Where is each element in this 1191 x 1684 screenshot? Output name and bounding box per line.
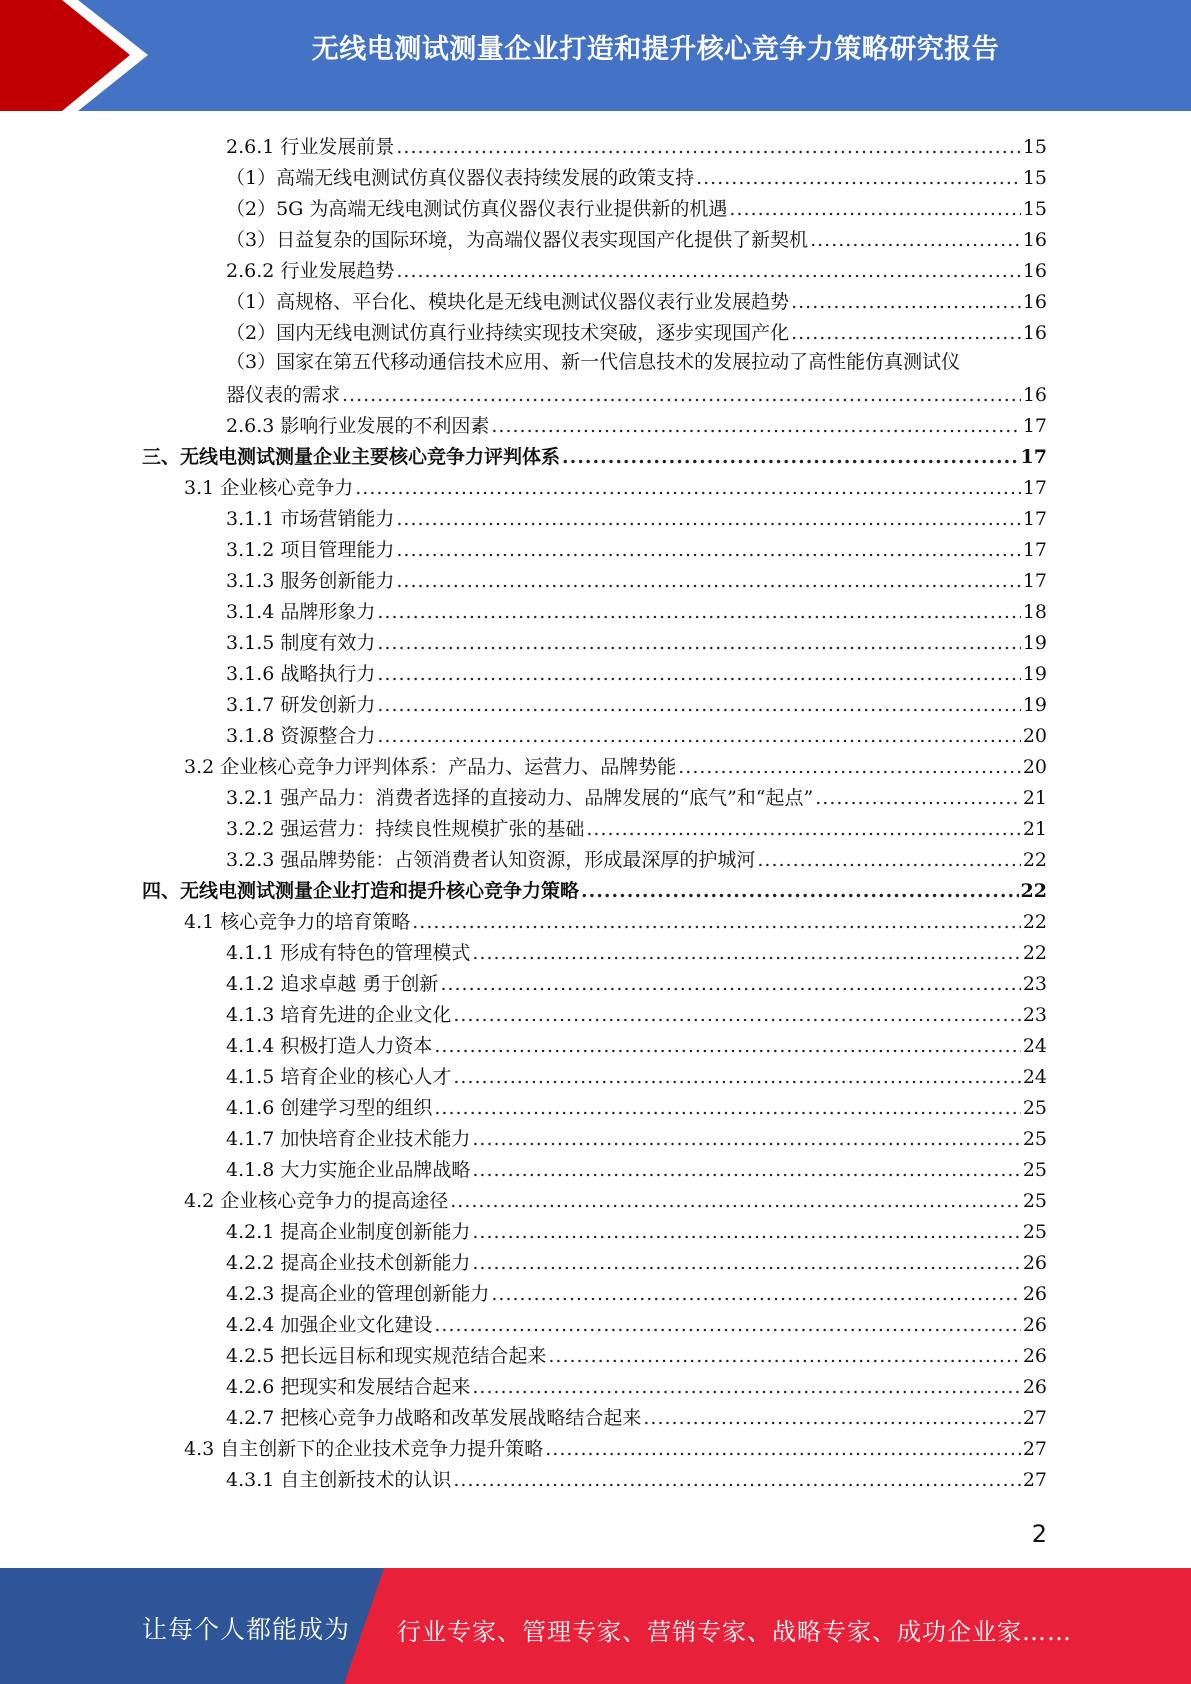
toc-entry[interactable] (226, 1213, 1047, 1244)
leader-dots (396, 507, 1020, 531)
toc-entry-text: 器仪表的需求 (226, 384, 341, 406)
toc-entry[interactable] (226, 934, 1047, 965)
toc-entry-page: 20 (1022, 756, 1047, 778)
toc-entry-text: 4.2.7 把核心竞争力战略和改革发展战略结合起来 (226, 1407, 642, 1429)
toc-entry[interactable] (226, 593, 1047, 624)
leader-dots (815, 786, 1021, 810)
toc-entry-page: 25 (1022, 1221, 1047, 1243)
toc-entry[interactable] (226, 1306, 1047, 1337)
toc-entry[interactable] (184, 1430, 1047, 1461)
leader-dots (678, 755, 1021, 779)
toc-entry-page: 19 (1022, 632, 1047, 654)
leader-dots (377, 724, 1020, 748)
toc-entry[interactable] (226, 1275, 1047, 1306)
toc-entry-page: 17 (1022, 415, 1047, 437)
toc-entry-text: 3.1.5 制度有效力 (226, 632, 376, 654)
leader-dots (643, 1406, 1020, 1430)
toc-chapter-entry[interactable] (142, 438, 1047, 469)
toc-entry[interactable] (226, 779, 1047, 810)
toc-entry-text: （1）高规格、平台化、模块化是无线电测试仪器仪表行业发展趋势 (226, 291, 790, 313)
leader-dots (791, 290, 1021, 314)
toc-entry-page: 25 (1022, 1097, 1047, 1119)
leader-dots (562, 445, 1019, 469)
toc-entry[interactable] (226, 965, 1047, 996)
toc-entry-text: （2）国内无线电测试仿真行业持续实现技术突破，逐步实现国产化 (226, 322, 790, 344)
leader-dots (377, 600, 1020, 624)
leader-dots (377, 662, 1020, 686)
toc-entry-page: 26 (1022, 1283, 1047, 1305)
toc-entry-page: 23 (1022, 1004, 1047, 1026)
toc-entry-text: 4.1.6 创建学习型的组织 (226, 1097, 433, 1119)
leader-dots (472, 1158, 1020, 1182)
toc-entry[interactable] (226, 221, 1047, 252)
toc-entry-text: 4.1.3 培育先进的企业文化 (226, 1004, 452, 1026)
toc-entry-page: 15 (1022, 198, 1047, 220)
toc-entry-page: 26 (1022, 1252, 1047, 1274)
toc-entry-page: 21 (1022, 818, 1047, 840)
toc-entry-page: 21 (1022, 787, 1047, 809)
toc-entry-page: 22 (1022, 942, 1047, 964)
toc-entry-page: 22 (1022, 911, 1047, 933)
leader-dots (434, 1034, 1020, 1058)
toc-entry-text: （2）5G 为高端无线电测试仿真仪器仪表行业提供新的机遇 (226, 198, 728, 220)
toc-entry-text: 4.1.7 加快培育企业技术能力 (226, 1128, 471, 1150)
toc-entry[interactable] (226, 283, 1047, 314)
toc-entry-text: 4.1 核心竞争力的培育策略 (184, 911, 411, 933)
toc-entry-text: 3.2.1 强产品力：消费者选择的直接动力、品牌发展的“底气”和“起点” (226, 787, 814, 809)
toc-entry-page: 26 (1022, 1314, 1047, 1336)
leader-dots (472, 1375, 1020, 1399)
toc-entry-text: 3.2.3 强品牌势能：占领消费者认知资源，形成最深厚的护城河 (226, 849, 756, 871)
leader-dots (491, 1282, 1020, 1306)
toc-entry-text: 4.3.1 自主创新技术的认识 (226, 1469, 452, 1491)
leader-dots (810, 228, 1021, 252)
toc-entry[interactable] (226, 624, 1047, 655)
leader-dots (791, 321, 1021, 345)
leader-dots (757, 848, 1020, 872)
leader-dots (396, 135, 1020, 159)
toc-entry-text: 4.2.4 加强企业文化建设 (226, 1314, 433, 1336)
toc-entry-page: 17 (1022, 539, 1047, 561)
toc-entry-page: 22 (1022, 849, 1047, 871)
toc-entry-text: 4.1.1 形成有特色的管理模式 (226, 942, 471, 964)
toc-entry[interactable] (184, 748, 1047, 779)
toc-entry[interactable] (226, 159, 1047, 190)
leader-dots (377, 631, 1020, 655)
toc-entry-page: 16 (1022, 291, 1047, 313)
leader-dots (440, 972, 1020, 996)
toc-entry[interactable] (184, 903, 1047, 934)
toc-entry-page: 22 (1020, 880, 1047, 902)
toc-entry-page: 16 (1022, 384, 1047, 406)
toc-entry-text: 3.1.4 品牌形象力 (226, 601, 376, 623)
toc-entry-page: 17 (1022, 570, 1047, 592)
toc-entry-text: 4.2.6 把现实和发展结合起来 (226, 1376, 471, 1398)
toc-entry[interactable] (226, 1058, 1047, 1089)
toc-entry-text: 4.2.2 提高企业技术创新能力 (226, 1252, 471, 1274)
leader-dots (491, 414, 1020, 438)
toc-entry[interactable] (226, 500, 1047, 531)
toc-entry[interactable] (226, 1368, 1047, 1399)
toc-entry-text: 2.6.2 行业发展趋势 (226, 260, 395, 282)
toc-entry-page: 18 (1022, 601, 1047, 623)
toc-entry[interactable] (226, 252, 1047, 283)
toc-entry-text: 4.2.5 把长远目标和现实规范结合起来 (226, 1345, 547, 1367)
leader-dots (355, 476, 1021, 500)
toc-entry[interactable] (226, 655, 1047, 686)
leader-dots (548, 1344, 1020, 1368)
toc-entry-text: 3.1.8 资源整合力 (226, 725, 376, 747)
toc-entry[interactable] (226, 717, 1047, 748)
toc-entry-text: 3.1 企业核心竞争力 (184, 477, 354, 499)
toc-entry-page: 25 (1022, 1159, 1047, 1181)
toc-entry-text: 4.1.8 大力实施企业品牌战略 (226, 1159, 471, 1181)
toc-entry-text: 3.2.2 强运营力：持续良性规模扩张的基础 (226, 818, 585, 840)
toc-entry-page: 16 (1022, 229, 1047, 251)
toc-entry[interactable] (226, 996, 1047, 1027)
leader-dots (434, 1096, 1020, 1120)
leader-dots (377, 693, 1020, 717)
header-banner (0, 0, 1191, 111)
toc-entry-page: 26 (1022, 1345, 1047, 1367)
toc-entry[interactable] (226, 1244, 1047, 1275)
toc-entry-page: 23 (1022, 973, 1047, 995)
toc-entry-page: 15 (1022, 167, 1047, 189)
toc-chapter-entry[interactable] (142, 872, 1047, 903)
toc-entry[interactable] (226, 562, 1047, 593)
toc-entry[interactable] (226, 1027, 1047, 1058)
leader-dots (453, 1468, 1020, 1492)
toc-entry-text: 3.1.3 服务创新能力 (226, 570, 395, 592)
toc-entry[interactable] (226, 841, 1047, 872)
page-title: 无线电测试测量企业打造和提升核心竞争力策略研究报告 (311, 34, 1000, 65)
toc-entry[interactable] (226, 407, 1047, 438)
toc-entry[interactable] (226, 531, 1047, 562)
toc-entry-page: 25 (1022, 1128, 1047, 1150)
toc-entry-page: 25 (1022, 1190, 1047, 1212)
leader-dots (396, 538, 1020, 562)
toc-entry-page: 27 (1022, 1469, 1047, 1491)
toc-entry-text: 3.1.6 战略执行力 (226, 663, 376, 685)
toc-entry-text: 3.2 企业核心竞争力评判体系：产品力、运营力、品牌势能 (184, 756, 677, 778)
toc-entry-text: 2.6.3 影响行业发展的不利因素 (226, 415, 490, 437)
leader-dots (545, 1437, 1021, 1461)
toc-entry-text: （3）日益复杂的国际环境，为高端仪器仪表实现国产化提供了新契机 (226, 229, 809, 251)
toc-entry[interactable] (226, 810, 1047, 841)
toc-entry-page: 19 (1022, 663, 1047, 685)
toc-entry-text: 3.1.1 市场营销能力 (226, 508, 395, 530)
footer-slogan: 让每个人都能成为 (142, 1615, 351, 1644)
toc-entry-page: 20 (1022, 725, 1047, 747)
leader-dots (472, 1127, 1020, 1151)
toc-entry-page: 19 (1022, 694, 1047, 716)
toc-entry-text: 4.1.5 培育企业的核心人才 (226, 1066, 452, 1088)
leader-dots (342, 383, 1021, 407)
toc-entry-page: 16 (1022, 260, 1047, 282)
page-number: 2 (1031, 1520, 1047, 1548)
toc-entry-text: 3.1.2 项目管理能力 (226, 539, 395, 561)
leader-dots (434, 1313, 1020, 1337)
toc-entry[interactable] (184, 1182, 1047, 1213)
toc-entry-page: 15 (1022, 136, 1047, 158)
toc-entry-text: 4.2.1 提高企业制度创新能力 (226, 1221, 471, 1243)
leader-dots (396, 569, 1020, 593)
footer-tagline: 行业专家、管理专家、营销专家、战略专家、成功企业家…… (397, 1618, 1072, 1646)
toc-entry-page: 27 (1022, 1407, 1047, 1429)
toc-entry[interactable] (226, 686, 1047, 717)
toc-entry[interactable] (226, 1151, 1047, 1182)
leader-dots (696, 166, 1021, 190)
toc-entry[interactable] (226, 376, 1047, 407)
toc-entry-text: 4.2 企业核心竞争力的提高途径 (184, 1190, 449, 1212)
leader-dots (729, 197, 1020, 221)
toc-entry-text: 4.3 自主创新下的企业技术竞争力提升策略 (184, 1438, 544, 1460)
toc-entry-text: 2.6.1 行业发展前景 (226, 136, 395, 158)
toc-entry-text: 3.1.7 研发创新力 (226, 694, 376, 716)
leader-dots (396, 259, 1020, 283)
toc-entry[interactable] (226, 190, 1047, 221)
leader-dots (453, 1065, 1020, 1089)
toc-entry-text: 4.2.3 提高企业的管理创新能力 (226, 1283, 490, 1305)
toc-entry-text: 三、无线电测试测量企业主要核心竞争力评判体系 (142, 446, 561, 468)
toc-entry-page: 24 (1022, 1066, 1047, 1088)
toc-entry-page: 26 (1022, 1376, 1047, 1398)
toc-entry-page: 17 (1022, 477, 1047, 499)
toc-entry-page: 16 (1022, 322, 1047, 344)
leader-dots (453, 1003, 1020, 1027)
toc-entry[interactable] (226, 1399, 1047, 1430)
leader-dots (586, 817, 1020, 841)
toc-entry[interactable] (184, 469, 1047, 500)
toc-entry-page: 17 (1020, 446, 1047, 468)
toc-entry-page: 27 (1022, 1438, 1047, 1460)
toc-entry-text-wrapped[interactable]: （3）国家在第五代移动通信技术应用、新一代信息技术的发展拉动了高性能仿真测试仪 (226, 351, 961, 373)
leader-dots (472, 941, 1020, 965)
toc-entry-text: 4.1.2 追求卓越 勇于创新 (226, 973, 439, 995)
toc-entry-text: 四、无线电测试测量企业打造和提升核心竞争力策略 (142, 880, 580, 902)
toc-entry-text: 4.1.4 积极打造人力资本 (226, 1035, 433, 1057)
toc-entry[interactable] (226, 128, 1047, 159)
toc-entry-text: （1）高端无线电测试仿真仪器仪表持续发展的政策支持 (226, 167, 695, 189)
leader-dots (472, 1251, 1020, 1275)
toc-entry[interactable] (226, 1461, 1047, 1492)
toc-entry[interactable] (226, 1337, 1047, 1368)
toc-entry-page: 17 (1022, 508, 1047, 530)
leader-dots (412, 910, 1021, 934)
leader-dots (450, 1189, 1021, 1213)
leader-dots (581, 879, 1019, 903)
toc-entry[interactable] (226, 314, 1047, 345)
toc-entry-page: 24 (1022, 1035, 1047, 1057)
leader-dots (472, 1220, 1020, 1244)
toc-entry[interactable] (226, 1120, 1047, 1151)
toc-entry[interactable] (226, 1089, 1047, 1120)
